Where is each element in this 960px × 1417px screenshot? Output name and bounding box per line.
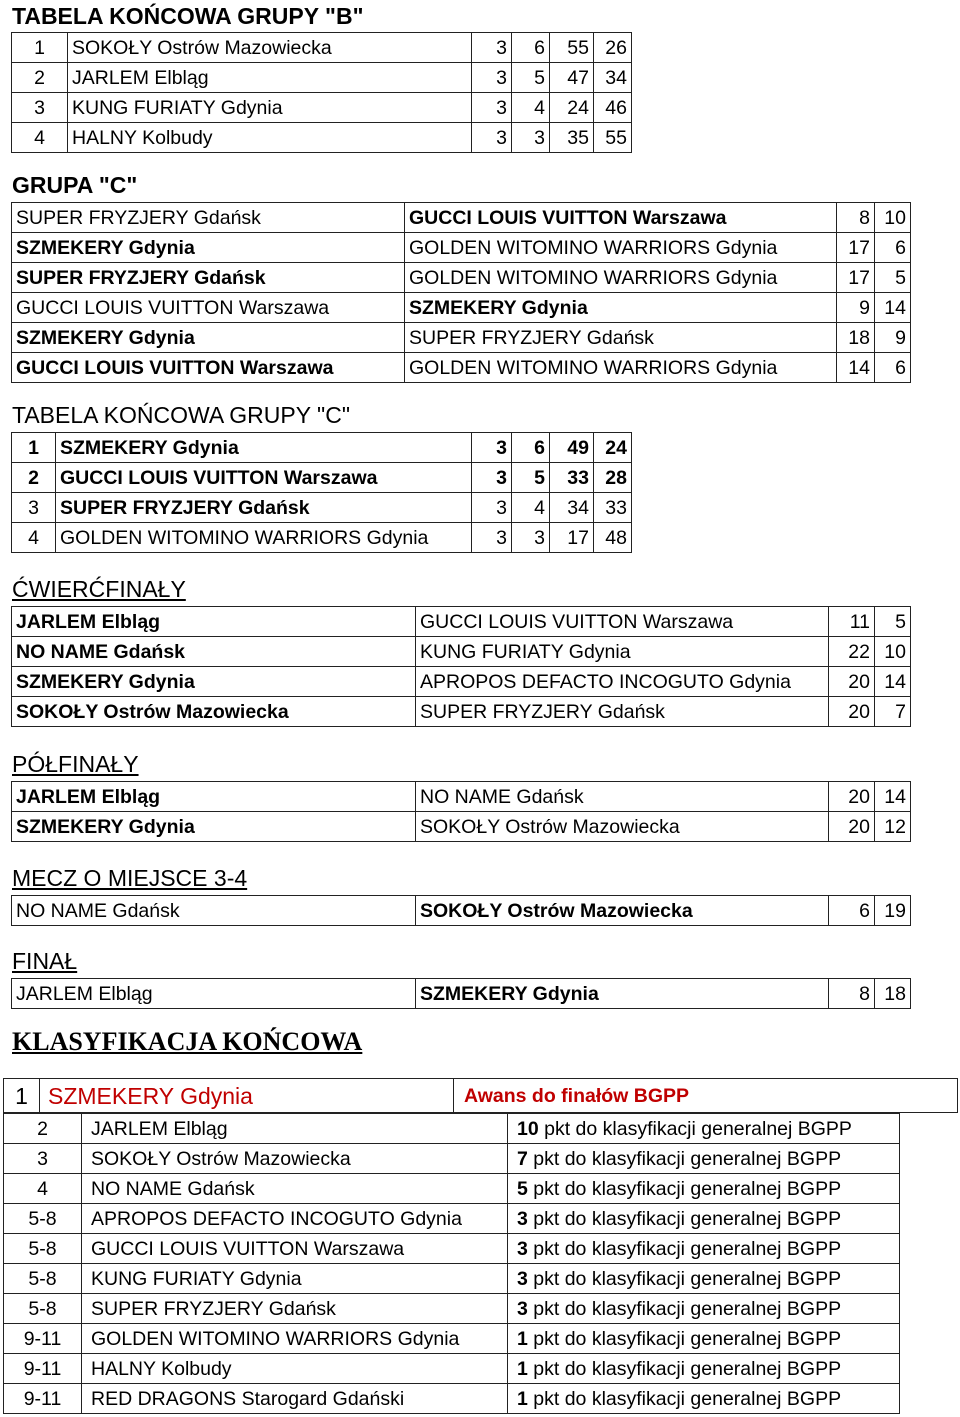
home-team-cell: GUCCI LOUIS VUITTON Warszawa xyxy=(12,353,405,383)
points-suffix: pkt do klasyfikacji generalnej BGPP xyxy=(538,1117,852,1140)
points-suffix: pkt do klasyfikacji generalnej BGPP xyxy=(527,1297,842,1320)
third-place-title: MECZ O MIEJSCE 3-4 xyxy=(12,865,248,891)
away-team-cell: GUCCI LOUIS VUITTON Warszawa xyxy=(416,607,829,637)
away-team-cell: SOKOŁY Ostrów Mazowiecka xyxy=(416,812,829,842)
team-cell: SUPER FRYZJERY Gdańsk xyxy=(82,1294,508,1324)
team-cell: RED DRAGONS Starogard Gdański xyxy=(82,1384,508,1414)
match-row xyxy=(12,896,911,926)
home-score-cell: 20 xyxy=(829,782,875,812)
points-value: 5 xyxy=(517,1177,528,1200)
matches-cell: 3 xyxy=(472,493,512,523)
group-b-table-title: TABELA KOŃCOWA GRUPY "B" xyxy=(12,3,364,29)
winner-position-cell: 1 xyxy=(4,1079,40,1113)
goals-against-cell: 55 xyxy=(594,123,632,153)
position-cell: 9-11 xyxy=(4,1324,82,1354)
home-team-cell: SZMEKERY Gdynia xyxy=(12,812,416,842)
position-cell: 4 xyxy=(4,1174,82,1204)
team-cell: KUNG FURIATY Gdynia xyxy=(82,1264,508,1294)
home-score-cell: 18 xyxy=(837,323,875,353)
points-value: 3 xyxy=(517,1237,528,1260)
points-note-cell xyxy=(508,1144,900,1174)
position-cell: 4 xyxy=(12,523,56,553)
home-score-cell: 20 xyxy=(829,697,875,727)
position-cell: 9-11 xyxy=(4,1354,82,1384)
group-b-standings xyxy=(11,32,632,153)
group-c-table-title: TABELA KOŃCOWA GRUPY "C" xyxy=(12,402,350,428)
position-cell: 5-8 xyxy=(4,1264,82,1294)
points-value: 3 xyxy=(517,1267,528,1290)
goals-against-cell: 26 xyxy=(594,33,632,63)
match-row xyxy=(12,293,911,323)
home-team-cell: SOKOŁY Ostrów Mazowiecka xyxy=(12,697,416,727)
classification-row xyxy=(4,1354,900,1384)
points-suffix: pkt do klasyfikacji generalnej BGPP xyxy=(527,1237,842,1260)
classification-row xyxy=(4,1234,900,1264)
home-score-cell: 17 xyxy=(837,263,875,293)
table-row xyxy=(12,93,632,123)
home-score-cell: 8 xyxy=(837,203,875,233)
home-team-cell: SZMEKERY Gdynia xyxy=(12,667,416,697)
away-team-cell: SUPER FRYZJERY Gdańsk xyxy=(405,323,837,353)
away-score-cell: 19 xyxy=(875,896,911,926)
team-cell: SZMEKERY Gdynia xyxy=(56,433,472,463)
points-suffix: pkt do klasyfikacji generalnej BGPP xyxy=(527,1327,842,1350)
away-score-cell: 7 xyxy=(875,697,911,727)
points-suffix: pkt do klasyfikacji generalnej BGPP xyxy=(527,1207,842,1230)
away-score-cell: 10 xyxy=(875,637,911,667)
classification-row xyxy=(4,1264,900,1294)
position-cell: 4 xyxy=(12,123,68,153)
team-cell: SOKOŁY Ostrów Mazowiecka xyxy=(68,33,472,63)
points-value: 1 xyxy=(517,1357,528,1380)
match-row xyxy=(12,697,911,727)
points-value: 3 xyxy=(517,1297,528,1320)
position-cell: 3 xyxy=(12,493,56,523)
match-row xyxy=(12,979,911,1009)
team-cell: GUCCI LOUIS VUITTON Warszawa xyxy=(56,463,472,493)
match-row xyxy=(12,637,911,667)
points-cell: 4 xyxy=(512,493,550,523)
semifinals-matches xyxy=(11,781,911,842)
home-score-cell: 6 xyxy=(829,896,875,926)
match-row xyxy=(12,323,911,353)
points-value: 1 xyxy=(517,1327,528,1350)
points-cell: 3 xyxy=(512,523,550,553)
points-note-cell xyxy=(508,1234,900,1264)
matches-cell: 3 xyxy=(472,33,512,63)
home-score-cell: 20 xyxy=(829,667,875,697)
team-cell: HALNY Kolbudy xyxy=(82,1354,508,1384)
classification-row xyxy=(4,1144,900,1174)
home-team-cell: NO NAME Gdańsk xyxy=(12,896,416,926)
matches-cell: 3 xyxy=(472,123,512,153)
points-cell: 6 xyxy=(512,433,550,463)
classification-row xyxy=(4,1294,900,1324)
table-row xyxy=(12,123,632,153)
team-cell: SUPER FRYZJERY Gdańsk xyxy=(56,493,472,523)
match-row xyxy=(12,203,911,233)
team-cell: KUNG FURIATY Gdynia xyxy=(68,93,472,123)
final-match xyxy=(11,978,911,1009)
winner-row-table xyxy=(3,1078,958,1113)
group-c-standings xyxy=(11,432,632,553)
team-cell: NO NAME Gdańsk xyxy=(82,1174,508,1204)
points-cell: 5 xyxy=(512,63,550,93)
away-score-cell: 12 xyxy=(875,812,911,842)
position-cell: 2 xyxy=(4,1114,82,1144)
position-cell: 1 xyxy=(12,33,68,63)
away-team-cell: GOLDEN WITOMINO WARRIORS Gdynia xyxy=(405,233,837,263)
table-row xyxy=(12,433,632,463)
points-cell: 6 xyxy=(512,33,550,63)
goals-against-cell: 33 xyxy=(594,493,632,523)
away-score-cell: 5 xyxy=(875,607,911,637)
goals-for-cell: 49 xyxy=(550,433,594,463)
away-team-cell: SUPER FRYZJERY Gdańsk xyxy=(416,697,829,727)
home-score-cell: 22 xyxy=(829,637,875,667)
away-score-cell: 10 xyxy=(875,203,911,233)
home-team-cell: JARLEM Elbląg xyxy=(12,979,416,1009)
position-cell: 5-8 xyxy=(4,1234,82,1264)
match-row xyxy=(12,233,911,263)
matches-cell: 3 xyxy=(472,63,512,93)
away-score-cell: 14 xyxy=(875,782,911,812)
table-row xyxy=(12,463,632,493)
points-cell: 4 xyxy=(512,93,550,123)
team-cell: GUCCI LOUIS VUITTON Warszawa xyxy=(82,1234,508,1264)
away-team-cell: APROPOS DEFACTO INCOGUTO Gdynia xyxy=(416,667,829,697)
semifinals-title: PÓŁFINAŁY xyxy=(12,751,139,777)
match-row xyxy=(12,782,911,812)
table-row xyxy=(12,33,632,63)
table-row xyxy=(12,523,632,553)
home-team-cell: NO NAME Gdańsk xyxy=(12,637,416,667)
group-c-title: GRUPA "C" xyxy=(12,172,138,198)
points-value: 1 xyxy=(517,1387,528,1410)
quarterfinals-matches xyxy=(11,606,911,727)
away-team-cell: SZMEKERY Gdynia xyxy=(405,293,837,323)
match-row xyxy=(12,607,911,637)
classification-row xyxy=(4,1324,900,1354)
position-cell: 3 xyxy=(4,1144,82,1174)
classification-row xyxy=(4,1114,900,1144)
home-score-cell: 17 xyxy=(837,233,875,263)
points-note-cell xyxy=(508,1204,900,1234)
points-suffix: pkt do klasyfikacji generalnej BGPP xyxy=(527,1267,842,1290)
home-score-cell: 14 xyxy=(837,353,875,383)
goals-for-cell: 17 xyxy=(550,523,594,553)
match-row xyxy=(12,263,911,293)
matches-cell: 3 xyxy=(472,93,512,123)
position-cell: 3 xyxy=(12,93,68,123)
final-classification-title: KLASYFIKACJA KOŃCOWA xyxy=(12,1027,363,1056)
points-cell: 3 xyxy=(512,123,550,153)
group-c-matches xyxy=(11,202,911,383)
goals-against-cell: 46 xyxy=(594,93,632,123)
away-score-cell: 14 xyxy=(875,293,911,323)
points-note-cell xyxy=(508,1384,900,1414)
goals-for-cell: 55 xyxy=(550,33,594,63)
classification-row xyxy=(4,1174,900,1204)
table-row xyxy=(12,493,632,523)
matches-cell: 3 xyxy=(472,523,512,553)
goals-for-cell: 47 xyxy=(550,63,594,93)
away-team-cell: GOLDEN WITOMINO WARRIORS Gdynia xyxy=(405,353,837,383)
points-note-cell xyxy=(508,1324,900,1354)
away-team-cell: KUNG FURIATY Gdynia xyxy=(416,637,829,667)
team-cell: APROPOS DEFACTO INCOGUTO Gdynia xyxy=(82,1204,508,1234)
matches-cell: 3 xyxy=(472,433,512,463)
goals-for-cell: 33 xyxy=(550,463,594,493)
points-note-cell xyxy=(508,1294,900,1324)
away-team-cell: GOLDEN WITOMINO WARRIORS Gdynia xyxy=(405,263,837,293)
points-note-cell xyxy=(508,1264,900,1294)
match-row xyxy=(12,353,911,383)
points-value: 10 xyxy=(517,1117,539,1140)
points-suffix: pkt do klasyfikacji generalnej BGPP xyxy=(527,1147,842,1170)
match-row xyxy=(12,667,911,697)
team-cell: JARLEM Elbląg xyxy=(82,1114,508,1144)
position-cell: 5-8 xyxy=(4,1204,82,1234)
winner-row xyxy=(4,1079,958,1113)
match-row xyxy=(12,812,911,842)
team-cell: GOLDEN WITOMINO WARRIORS Gdynia xyxy=(82,1324,508,1354)
classification-row xyxy=(4,1204,900,1234)
home-team-cell: SUPER FRYZJERY Gdańsk xyxy=(12,203,405,233)
goals-against-cell: 24 xyxy=(594,433,632,463)
goals-against-cell: 28 xyxy=(594,463,632,493)
classification-table xyxy=(3,1113,900,1414)
goals-for-cell: 35 xyxy=(550,123,594,153)
points-suffix: pkt do klasyfikacji generalnej BGPP xyxy=(527,1357,842,1380)
position-cell: 5-8 xyxy=(4,1294,82,1324)
away-team-cell: GUCCI LOUIS VUITTON Warszawa xyxy=(405,203,837,233)
position-cell: 2 xyxy=(12,63,68,93)
points-note-cell xyxy=(508,1174,900,1204)
home-team-cell: SZMEKERY Gdynia xyxy=(12,323,405,353)
team-cell: SOKOŁY Ostrów Mazowiecka xyxy=(82,1144,508,1174)
home-team-cell: JARLEM Elbląg xyxy=(12,782,416,812)
points-cell: 5 xyxy=(512,463,550,493)
points-value: 3 xyxy=(517,1207,528,1230)
goals-against-cell: 34 xyxy=(594,63,632,93)
points-value: 7 xyxy=(517,1147,528,1170)
team-cell: JARLEM Elbląg xyxy=(68,63,472,93)
away-team-cell: NO NAME Gdańsk xyxy=(416,782,829,812)
quarterfinals-title: ĆWIERĆFINAŁY xyxy=(12,576,186,602)
points-note-cell xyxy=(508,1114,900,1144)
away-team-cell: SZMEKERY Gdynia xyxy=(416,979,829,1009)
position-cell: 9-11 xyxy=(4,1384,82,1414)
winner-note-cell: Awans do finałów BGPP xyxy=(454,1079,958,1113)
home-team-cell: JARLEM Elbląg xyxy=(12,607,416,637)
home-team-cell: SZMEKERY Gdynia xyxy=(12,233,405,263)
home-score-cell: 8 xyxy=(829,979,875,1009)
home-score-cell: 11 xyxy=(829,607,875,637)
away-score-cell: 9 xyxy=(875,323,911,353)
home-team-cell: GUCCI LOUIS VUITTON Warszawa xyxy=(12,293,405,323)
final-title: FINAŁ xyxy=(12,948,78,974)
position-cell: 2 xyxy=(12,463,56,493)
away-score-cell: 14 xyxy=(875,667,911,697)
away-score-cell: 6 xyxy=(875,233,911,263)
table-row xyxy=(12,63,632,93)
goals-for-cell: 24 xyxy=(550,93,594,123)
points-suffix: pkt do klasyfikacji generalnej BGPP xyxy=(527,1387,842,1410)
third-place-match xyxy=(11,895,911,926)
winner-team-cell: SZMEKERY Gdynia xyxy=(40,1079,454,1113)
away-score-cell: 5 xyxy=(875,263,911,293)
team-cell: HALNY Kolbudy xyxy=(68,123,472,153)
home-score-cell: 9 xyxy=(837,293,875,323)
home-team-cell: SUPER FRYZJERY Gdańsk xyxy=(12,263,405,293)
away-score-cell: 6 xyxy=(875,353,911,383)
team-cell: GOLDEN WITOMINO WARRIORS Gdynia xyxy=(56,523,472,553)
home-score-cell: 20 xyxy=(829,812,875,842)
position-cell: 1 xyxy=(12,433,56,463)
matches-cell: 3 xyxy=(472,463,512,493)
away-team-cell: SOKOŁY Ostrów Mazowiecka xyxy=(416,896,829,926)
classification-row xyxy=(4,1384,900,1414)
points-suffix: pkt do klasyfikacji generalnej BGPP xyxy=(527,1177,842,1200)
away-score-cell: 18 xyxy=(875,979,911,1009)
goals-for-cell: 34 xyxy=(550,493,594,523)
goals-against-cell: 48 xyxy=(594,523,632,553)
points-note-cell xyxy=(508,1354,900,1384)
